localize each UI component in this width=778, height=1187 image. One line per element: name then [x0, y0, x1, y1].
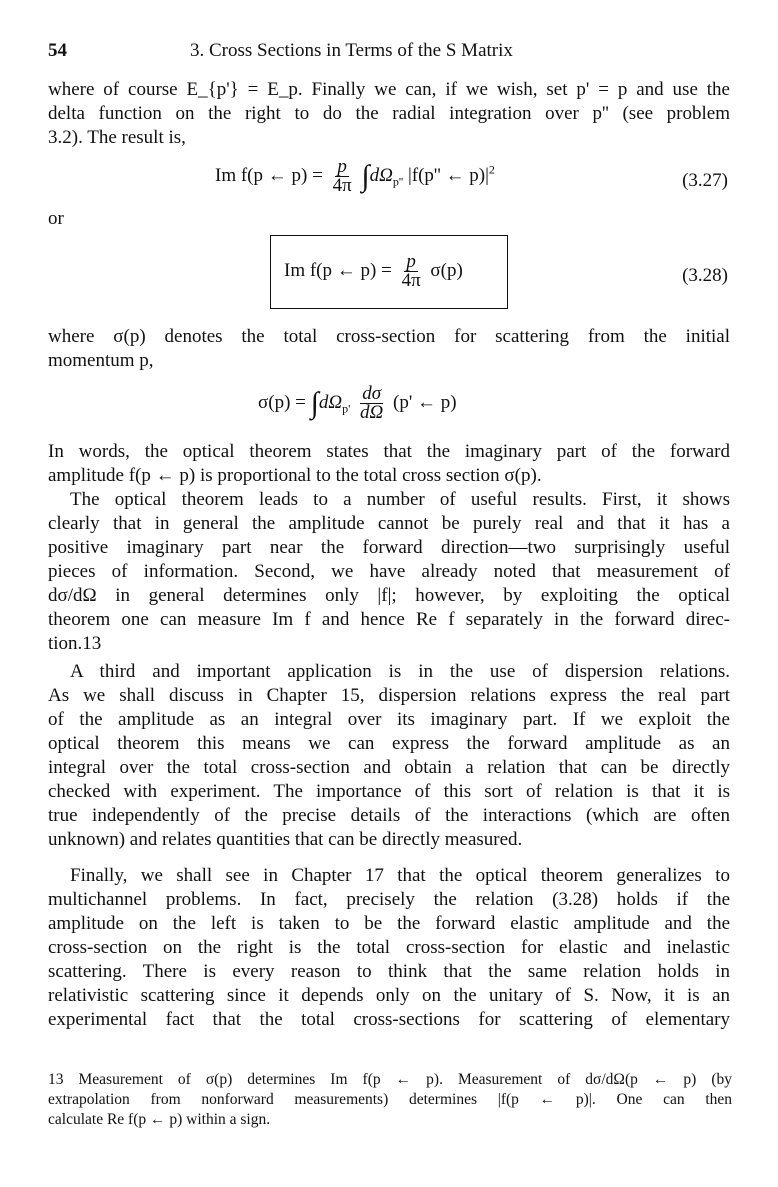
footnote-line: 13 Measurement of σ(p) determines Im f(p ← p). Measurement of dσ/dΩ(p ← p) (by: [48, 1071, 732, 1088]
text-line: amplitude f(p ← p) is proportional to the total cross section σ(p).: [48, 465, 542, 486]
text-line: where σ(p) denotes the total cross-section for scattering from the initial: [48, 326, 730, 347]
page-number: 54: [48, 40, 67, 61]
intro-paragraph: [48, 78, 730, 150]
text-line: tion.13: [48, 633, 102, 654]
eq-rhs-sup: 2: [488, 162, 495, 177]
chapter-title: 3. Cross Sections in Terms of the S Matrix: [190, 40, 513, 61]
multichannel-paragraph: [48, 864, 730, 1032]
eq-coefficient: [400, 253, 423, 290]
text-line: cross-section on the right is the total cross-section for elastic and inelastic: [48, 937, 730, 958]
text-line: true independently of the precise details of the interactions (which are often: [48, 805, 730, 826]
text-line: checked with experiment. The importance of this sort of relation is that it is: [48, 781, 730, 802]
text-line: pieces of information. Second, we have already noted that measurement of: [48, 561, 730, 582]
text-line: dσ/dΩ in general determines only |f|; however, by exploiting the optical: [48, 585, 730, 606]
text-line: unknown) and relates quantities that can be directly measured.: [48, 829, 523, 850]
frac-numerator: dσ: [362, 383, 382, 404]
optical-theorem-paragraph: [48, 440, 730, 488]
frac-numerator: p: [337, 156, 347, 177]
text-line: integral over the total cross-section and obtain a relation that can be directly: [48, 757, 730, 778]
frac-denominator: 4π: [401, 270, 421, 291]
or-word: or: [48, 208, 64, 229]
equation-number: (3.28): [682, 265, 728, 286]
text-line: relativistic scattering since it depends only on the unitary of S. Now, it is an: [48, 985, 730, 1006]
integral-sign: ∫: [361, 159, 370, 193]
text-line: A third and important application is in the use of dispersion relations.: [70, 661, 730, 682]
equation-sigma: [258, 385, 457, 422]
footnote-line: calculate Re f(p ← p) within a sign.: [48, 1111, 271, 1128]
or-text: [48, 207, 730, 231]
equation-3-27: [215, 158, 495, 195]
footnote-13: [48, 1070, 732, 1130]
text-line: optical theorem this means we can express the forward amplitude as an: [48, 733, 730, 754]
text-line: 3.2). The result is,: [48, 127, 186, 148]
text-line: As we shall discuss in Chapter 15, dispersion relations express the real part: [48, 685, 730, 706]
text-line: theorem one can measure Im f and hence Re f separately in the forward direc-: [48, 609, 730, 630]
text-line: where of course E_{p'} = E_p. Finally we can, if we wish, set p' = p and use the: [48, 79, 730, 100]
eq-lhs: Im f(p ← p) =: [284, 259, 392, 281]
equation-3-28: [284, 253, 463, 290]
eq-rhs-tail: |f(p'' ← p)|: [403, 164, 489, 186]
text-line: experimental fact that the total cross-sections for scattering of elementary: [48, 1009, 730, 1030]
text-line: amplitude on the left is taken to be the forward elastic amplitude and the: [48, 913, 730, 934]
text-line: Finally, we shall see in Chapter 17 that the optical theorem generalizes to: [70, 865, 730, 886]
sigma-definition-paragraph: [48, 325, 730, 373]
frac-denominator: dΩ: [360, 402, 384, 423]
eq-lhs: Im f(p ← p) =: [215, 164, 323, 186]
useful-results-paragraph: [48, 488, 730, 656]
text-line: positive imaginary part near the forward direction—two surprisingly useful: [48, 537, 730, 558]
d-omega-sub: p': [342, 401, 351, 416]
text-line: delta function on the right to do the radial integration over p'' (see problem: [48, 103, 730, 124]
equation-number: (3.27): [682, 170, 728, 191]
text-line: scattering. There is every reason to think that the same relation holds in: [48, 961, 730, 982]
text-line: In words, the optical theorem states that the imaginary part of the forward: [48, 441, 730, 462]
eq-coefficient: [331, 158, 354, 195]
eq-rhs: σ(p): [430, 259, 463, 281]
text-line: clearly that in general the amplitude cannot be purely real and that it has a: [48, 513, 730, 534]
text-line: The optical theorem leads to a number of useful results. First, it shows: [70, 489, 730, 510]
eq-rhs: dΩ: [369, 164, 393, 186]
text-line: of the amplitude as an integral over its imaginary part. If we exploit the: [48, 709, 730, 730]
integral-sign: ∫: [310, 386, 319, 420]
d-omega: dΩ: [318, 391, 343, 413]
frac-numerator: p: [406, 251, 416, 272]
frac-denominator: 4π: [332, 175, 352, 196]
text-line: momentum p,: [48, 350, 154, 371]
text-line: multichannel problems. In fact, precisely the relation (3.28) holds if the: [48, 889, 730, 910]
dispersion-paragraph: [48, 660, 730, 852]
eq-tail: (p' ← p): [393, 391, 457, 413]
eq-rhs-sub: p'': [392, 174, 404, 189]
eq-lhs: σ(p) =: [258, 391, 306, 413]
footnote-line: extrapolation from nonforward measurements) determines |f(p ← p)|. One can then: [48, 1091, 732, 1108]
cross-section-fraction: [358, 385, 385, 422]
